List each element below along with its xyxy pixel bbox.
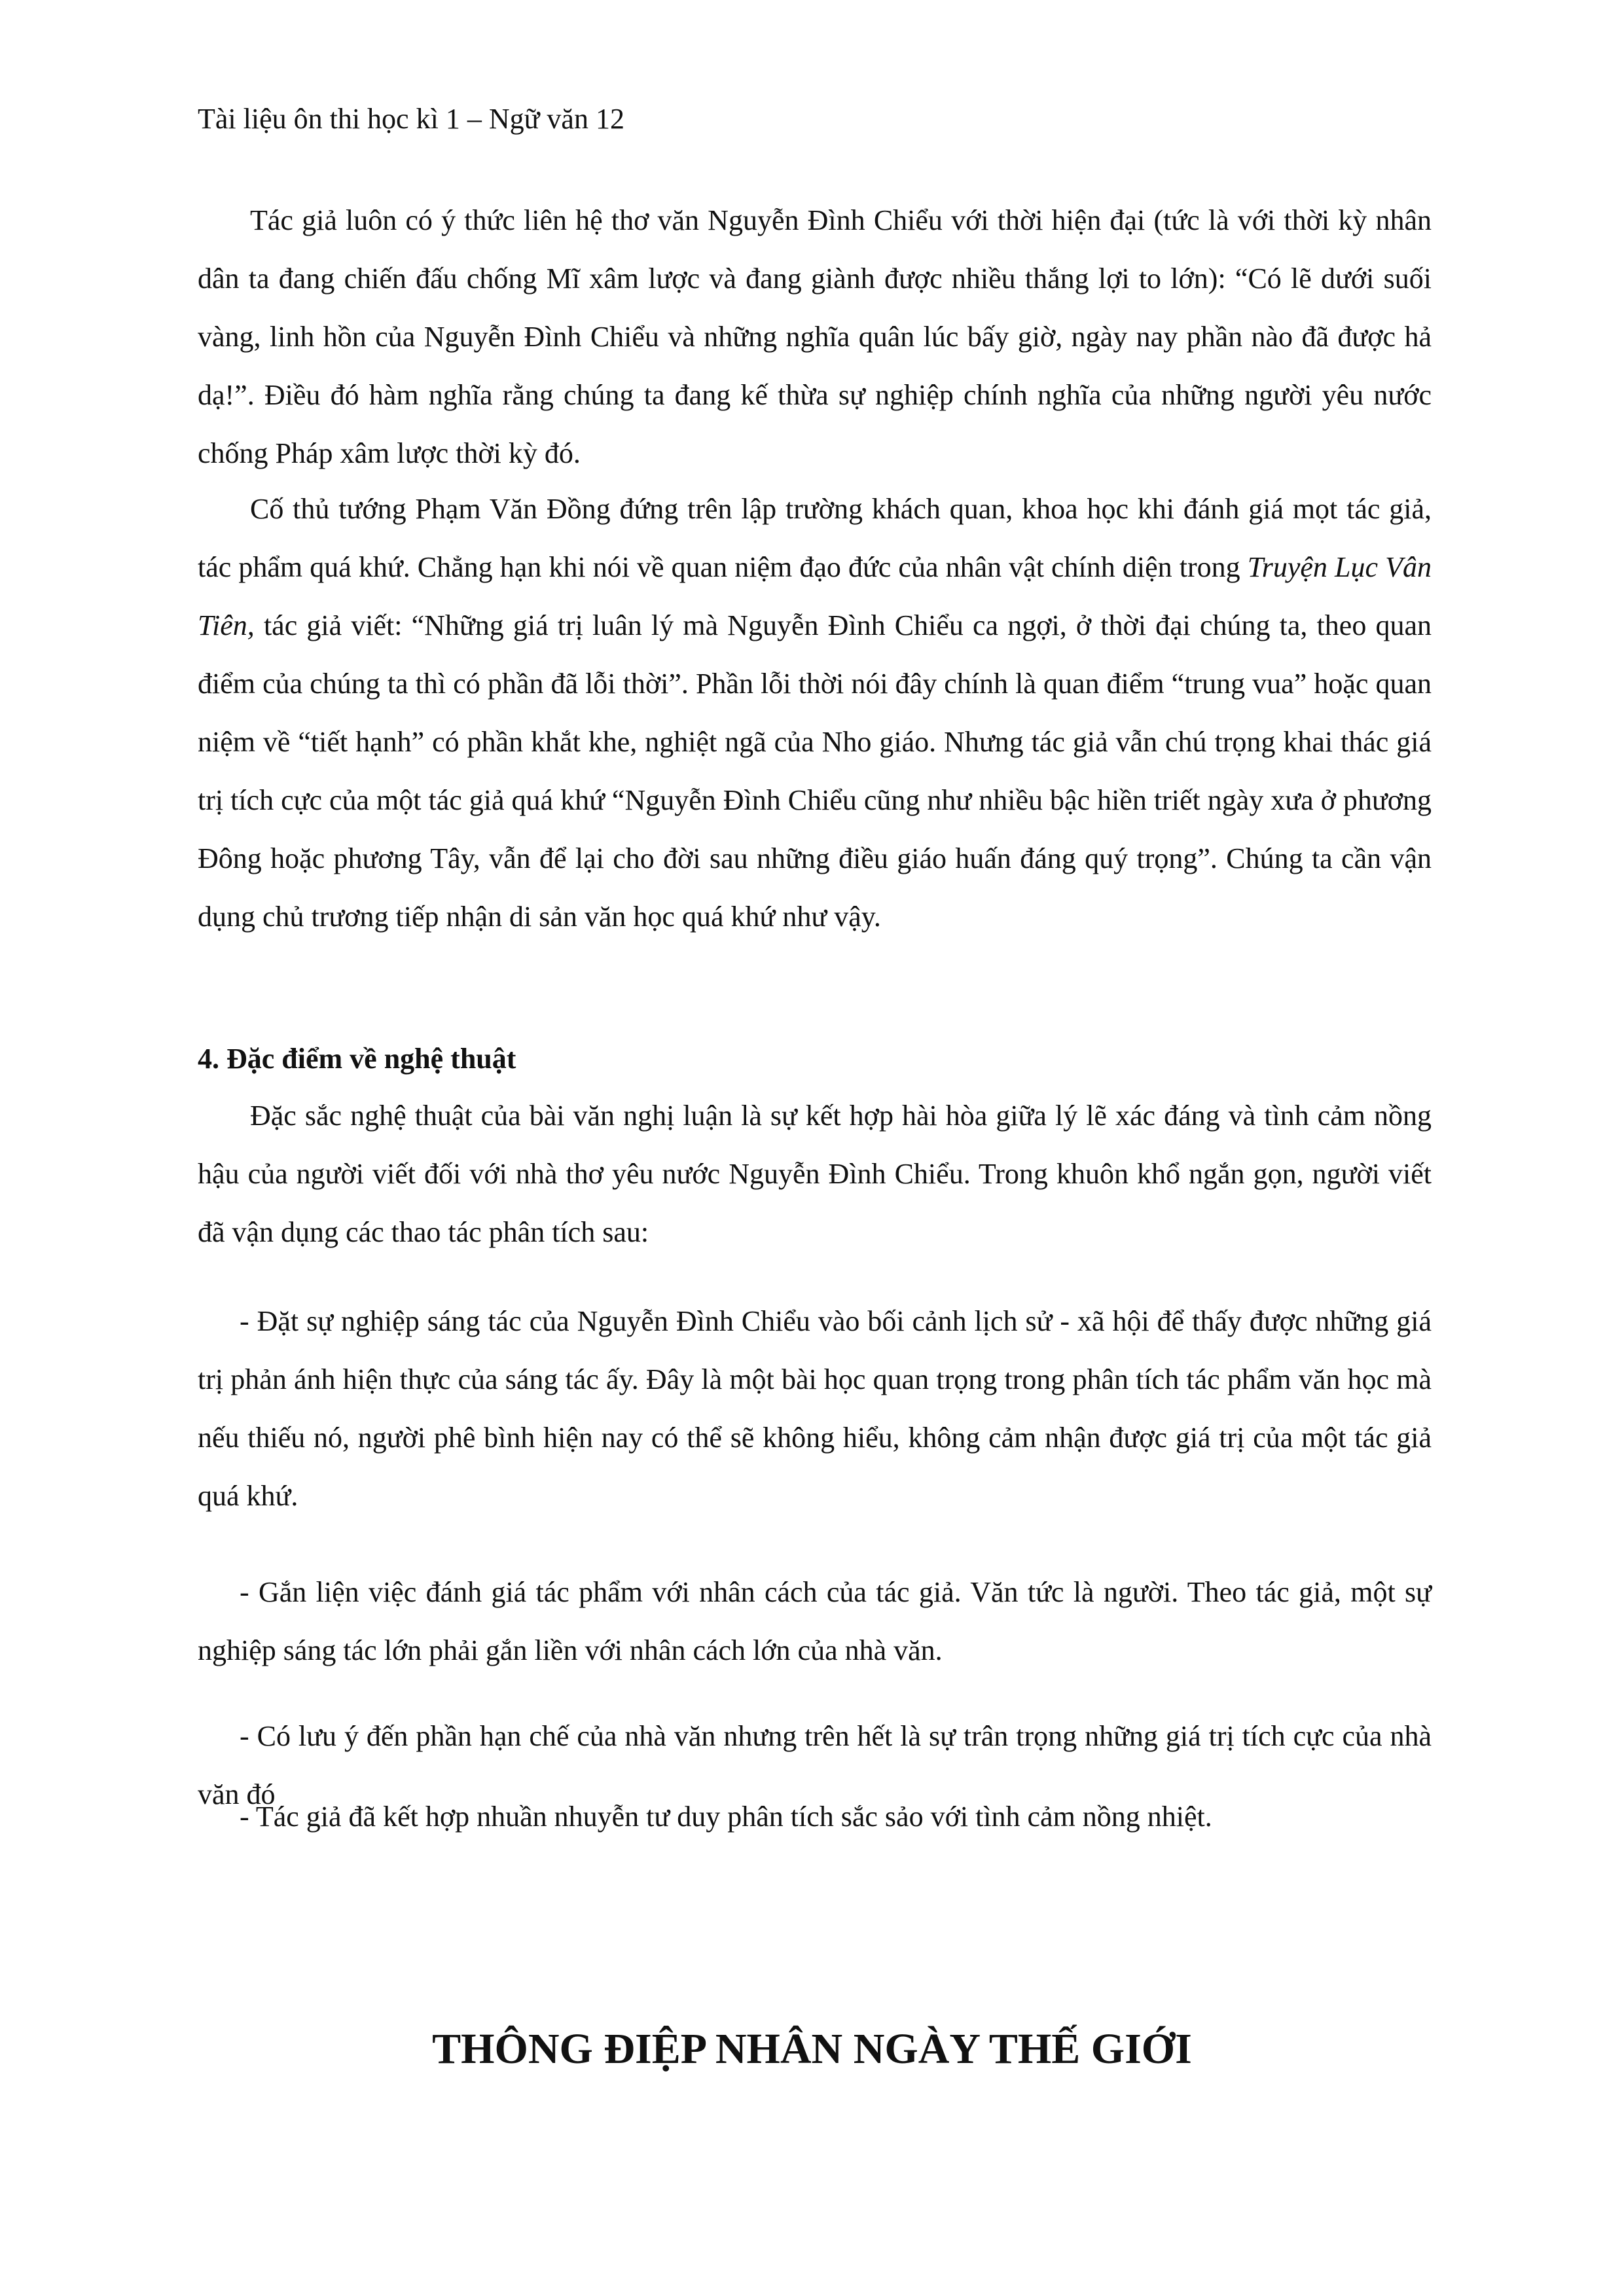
list-item: - Có lưu ý đến phần hạn chế của nhà văn nhưng trên hết là sự trân trọng những giá trị tích cực của nhà văn đó bbox=[198, 1720, 1432, 1810]
section-heading: 4. Đặc điểm về nghệ thuật bbox=[198, 1043, 516, 1075]
list-item: - Đặt sự nghiệp sáng tác của Nguyễn Đình Chiểu vào bối cảnh lịch sử - xã hội để thấy được những giá trị phản ánh hiện thực của sáng tác ấy. Đây là một bài học quan trọng trong phân tích tác phẩm văn học mà nếu thiếu nó, người phê bình hiện nay có thể sẽ không hiểu, không cảm nhận được giá trị của một tác giả quá khứ. bbox=[198, 1305, 1432, 1512]
bullet-1 bbox=[198, 1292, 1432, 1525]
paragraph-2-text bbox=[198, 480, 1432, 946]
list-item: - Tác giả đã kết hợp nhuần nhuyễn tư duy phân tích sắc sảo với tình cảm nồng nhiệt. bbox=[240, 1801, 1212, 1833]
chapter-title: THÔNG ĐIỆP NHÂN NGÀY THẾ GIỚI bbox=[432, 2025, 1192, 2073]
paragraph-2-part-b: tác giả viết: “Những giá trị luân lý mà Nguyễn Đình Chiểu ca ngợi, ở thời đại chúng ta, theo quan điểm của chúng ta thì có phần đã lỗi thời”. Phần lỗi thời nói đây chính là quan điểm “trung vua” hoặc quan niệm về “tiết hạnh” có phần khắt khe, nghiệt ngã của Nho giáo. Nhưng tác giả vẫn chú trọng khai thác giá trị tích cực của một tác giả quá khứ “Nguyễn Đình Chiểu cũng như nhiều bậc hiền triết ngày xưa ở phương Đông hoặc phương Tây, vẫn để lại cho đời sau những điều giáo huấn đáng quý trọng”. Chúng ta cần vận dụng chủ trương tiếp nhận di sản văn học quá khứ như vậy. bbox=[198, 609, 1432, 933]
work-title-italic: Truyện Lục Vân Tiên, bbox=[198, 551, 1432, 641]
paragraph-1 bbox=[198, 191, 1432, 482]
bullet-2 bbox=[198, 1563, 1432, 1679]
paragraph-1-text: Tác giả luôn có ý thức liên hệ thơ văn Nguyễn Đình Chiểu với thời hiện đại (tức là với thời kỳ nhân dân ta đang chiến đấu chống Mĩ xâm lược và đang giành được nhiều thắng lợi to lớn): “Có lẽ dưới suối vàng, linh hồn của Nguyễn Đình Chiểu và những nghĩa quân lúc bấy giờ, ngày nay phần nào đã được hả dạ!”. Điều đó hàm nghĩa rằng chúng ta đang kế thừa sự nghiệp chính nghĩa của những người yêu nước chống Pháp xâm lược thời kỳ đó. bbox=[198, 204, 1432, 469]
section-intro bbox=[198, 1086, 1432, 1261]
list-item: - Gắn liện việc đánh giá tác phẩm với nhân cách của tác giả. Văn tức là người. Theo tác giả, một sự nghiệp sáng tác lớn phải gắn liền với nhân cách lớn của nhà văn. bbox=[198, 1576, 1432, 1666]
paragraph-2 bbox=[198, 480, 1432, 946]
paragraph-2-part-a: Cố thủ tướng Phạm Văn Đồng đứng trên lập trường khách quan, khoa học khi đánh giá mọt tác giả, tác phẩm quá khứ. Chẳng hạn khi nói về quan niệm đạo đức của nhân vật chính diện trong bbox=[198, 493, 1432, 583]
bullet-4 bbox=[198, 1787, 1432, 1846]
section-intro-text: Đặc sắc nghệ thuật của bài văn nghị luận là sự kết hợp hài hòa giữa lý lẽ xác đáng và tình cảm nồng hậu của người viết đối với nhà thơ yêu nước Nguyễn Đình Chiểu. Trong khuôn khổ ngắn gọn, người viết đã vận dụng các thao tác phân tích sau: bbox=[198, 1100, 1432, 1248]
page-header: Tài liệu ôn thi học kì 1 – Ngữ văn 12 bbox=[198, 103, 624, 135]
